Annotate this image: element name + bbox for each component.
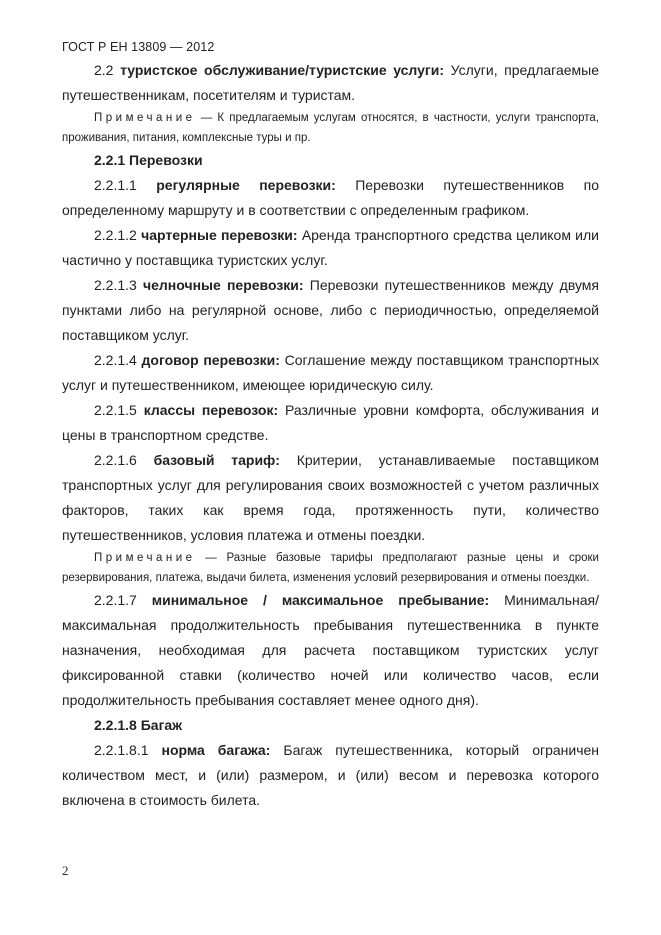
term: классы перевозок: [143,402,279,418]
definition-2-2-1-6: 2.2.1.6 базовый тариф: Критерии, устанавливаемые поставщиком транспортных услуг для регулирования своих возможностей с учетом различных факторов, таких как время года, протяженность пути, количество путешественников, условия платежа и отмены поездки. [62,452,600,543]
definition-2-2-1-5: 2.2.1.5 классы перевозок: Различные уровни комфорта, обслуживания и цены в транспортном средстве. [62,402,599,443]
term: регулярные перевозки: [156,177,336,193]
note: Примечание — Разные базовые тарифы предполагают разные цены и сроки резервирования, платежа, выдачи билета, изменения условий резервирования и отмены поездки. [62,552,599,584]
definition-2-2-1-7: 2.2.1.7 минимальное / максимальное пребывание: Минимальная/максимальная продолжительность пребывания путешественника в пункте назначения, необходимая для расчета поставщиком туристских услуг фиксированной ставки (количество ночей или количество часов, если продолжительность пребывания составляет менее одного дня). [62,592,600,708]
term: челночные перевозки: [143,277,304,293]
page-number: 2 [62,863,69,878]
term: минимальное / максимальное пребывание: [151,592,490,608]
section-heading-2-2-1-8: 2.2.1.8 Багаж [94,717,183,733]
definition-2-2: 2.2 туристское обслуживание/туристские услуги: Услуги, предлагаемые путешественникам, посетителям и туристам. [62,62,599,103]
definition-2-2-1-4: 2.2.1.4 договор перевозки: Соглашение между поставщиком транспортных услуг и путешественником, имеющее юридическую силу. [62,352,600,393]
term: договор перевозки: [141,352,280,368]
definition-2-2-1-8-1: 2.2.1.8.1 норма багажа: Багаж путешественника, который ограничен количеством мест, и (или) размером, и (или) весом и перевозка которого включена в стоимость билета. [62,742,600,808]
term: чартерные перевозки: [141,227,298,243]
document-body [62,58,599,813]
document-header: ГОСТ Р ЕН 13809 — 2012 [62,40,215,54]
term: базовый тариф: [153,452,280,468]
definition-2-2-1-2: 2.2.1.2 чартерные перевозки: Аренда транспортного средства целиком или частично у поставщика туристских услуг. [62,227,599,268]
section-heading-2-2-1: 2.2.1 Перевозки [94,152,203,168]
definition-2-2-1-3: 2.2.1.3 челночные перевозки: Перевозки путешественников между двумя пунктами либо на регулярной основе, либо с периодичностью, определяемой поставщиком услуг. [62,277,599,343]
term: норма багажа: [161,742,271,758]
definition-2-2-1-1: 2.2.1.1 регулярные перевозки: Перевозки путешественников по определенному маршруту и в соответствии с определенным графиком. [62,177,600,218]
note: Примечание — К предлагаемым услугам относятся, в частности, услуги транспорта, проживания, питания, комплексные туры и пр. [62,112,599,144]
term: туристское обслуживание/туристские услуги: [120,62,445,78]
